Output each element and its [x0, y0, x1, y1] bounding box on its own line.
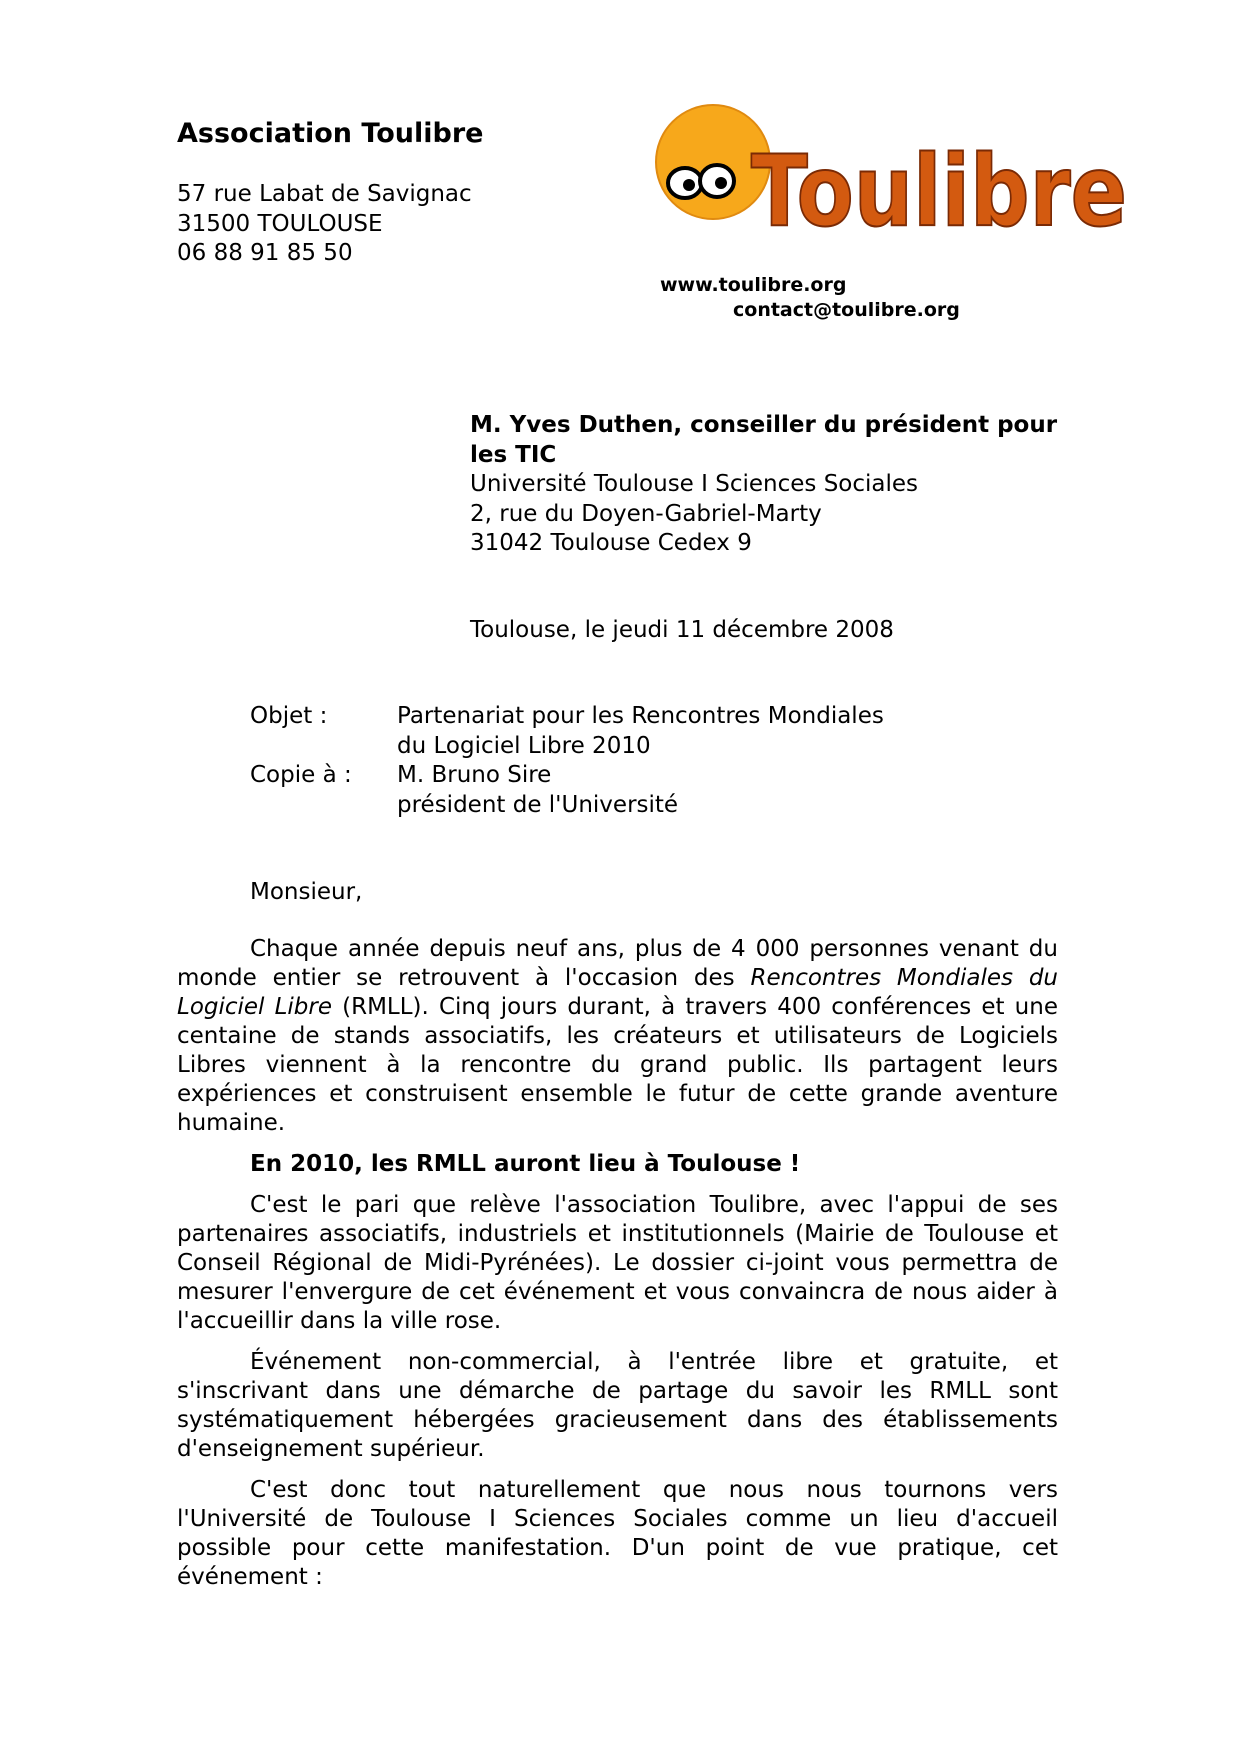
email-link[interactable]: contact@toulibre.org: [733, 299, 960, 321]
body-paragraph-1: [177, 935, 1058, 1138]
logo-wordmark: Toulibre: [751, 135, 1127, 249]
subject-line-1: Partenariat pour les Rencontres Mondiales: [397, 703, 884, 729]
sender-city: 31500 TOULOUSE: [177, 210, 383, 237]
body-p1-end: (RMLL). Cinq jours durant, à travers 400 conférences et une centaine de stands associatifs, les créateurs et utilisateurs de Logiciels Libres viennent à la rencontre du grand public. Ils partagent leurs expériences et construisent ensemble le futur de cette grande aventure humaine.: [177, 994, 1058, 1136]
body-p1-start: Chaque année depuis neuf ans, plus de 4 000 personnes venant du monde entier se retrouvent à l'occasion des: [177, 936, 1058, 991]
salutation: Monsieur,: [250, 879, 363, 905]
sender-address: [177, 180, 472, 269]
sender-street: 57 rue Labat de Savignac: [177, 181, 472, 207]
copy-line-2: président de l'Université: [397, 791, 679, 818]
subject-value: [397, 702, 997, 761]
letter-body: [177, 935, 1058, 1604]
body-paragraph-5: C'est donc tout naturellement que nous nous tournons vers l'Université de Toulouse I Sciences Sociales comme un lieu d'accueil possible pour cette manifestation. D'un point de vue pratique, cet événement :: [177, 1477, 1058, 1590]
subject-label: Objet :: [250, 703, 328, 729]
recipient-institution: Université Toulouse I Sciences Sociales: [470, 471, 919, 497]
subject-line-2: du Logiciel Libre 2010: [397, 732, 651, 759]
recipient-street: 2, rue du Doyen-Gabriel-Marty: [470, 500, 822, 527]
body-paragraph-2: En 2010, les RMLL auront lieu à Toulouse !: [250, 1151, 801, 1177]
recipient-name: M. Yves Duthen, conseiller du président pour les TIC: [470, 412, 1058, 468]
sender-org-name: Association Toulibre: [177, 118, 484, 149]
toulibre-logo: [655, 95, 1135, 249]
copy-value: [397, 761, 997, 820]
body-paragraph-3: C'est le pari que relève l'association Toulibre, avec l'appui de ses partenaires associatifs, industriels et institutionnels (Mairie de Toulouse et Conseil Régional de Midi-Pyrénées). Le dossier ci-joint vous permettra de mesurer l'envergure de cet événement et vous convaincra de nous aider à l'accueillir dans la ville rose.: [177, 1192, 1058, 1334]
body-paragraph-4: Événement non-commercial, à l'entrée libre et gratuite, et s'inscrivant dans une démarche de partage du savoir les RMLL sont systématiquement hébergées gracieusement dans des établissements d'enseignement supérieur.: [177, 1349, 1058, 1462]
recipient-city: 31042 Toulouse Cedex 9: [470, 530, 752, 556]
copy-line-1: M. Bruno Sire: [397, 762, 552, 788]
body-p1-event-name: Rencontres Mondiales du Logiciel Libre: [177, 965, 1059, 1020]
copy-label: Copie à :: [250, 762, 352, 788]
letter-date: Toulouse, le jeudi 11 décembre 2008: [470, 617, 894, 643]
sender-phone: 06 88 91 85 50: [177, 240, 353, 266]
recipient-block: [470, 411, 1070, 559]
website-link[interactable]: www.toulibre.org: [660, 274, 847, 296]
